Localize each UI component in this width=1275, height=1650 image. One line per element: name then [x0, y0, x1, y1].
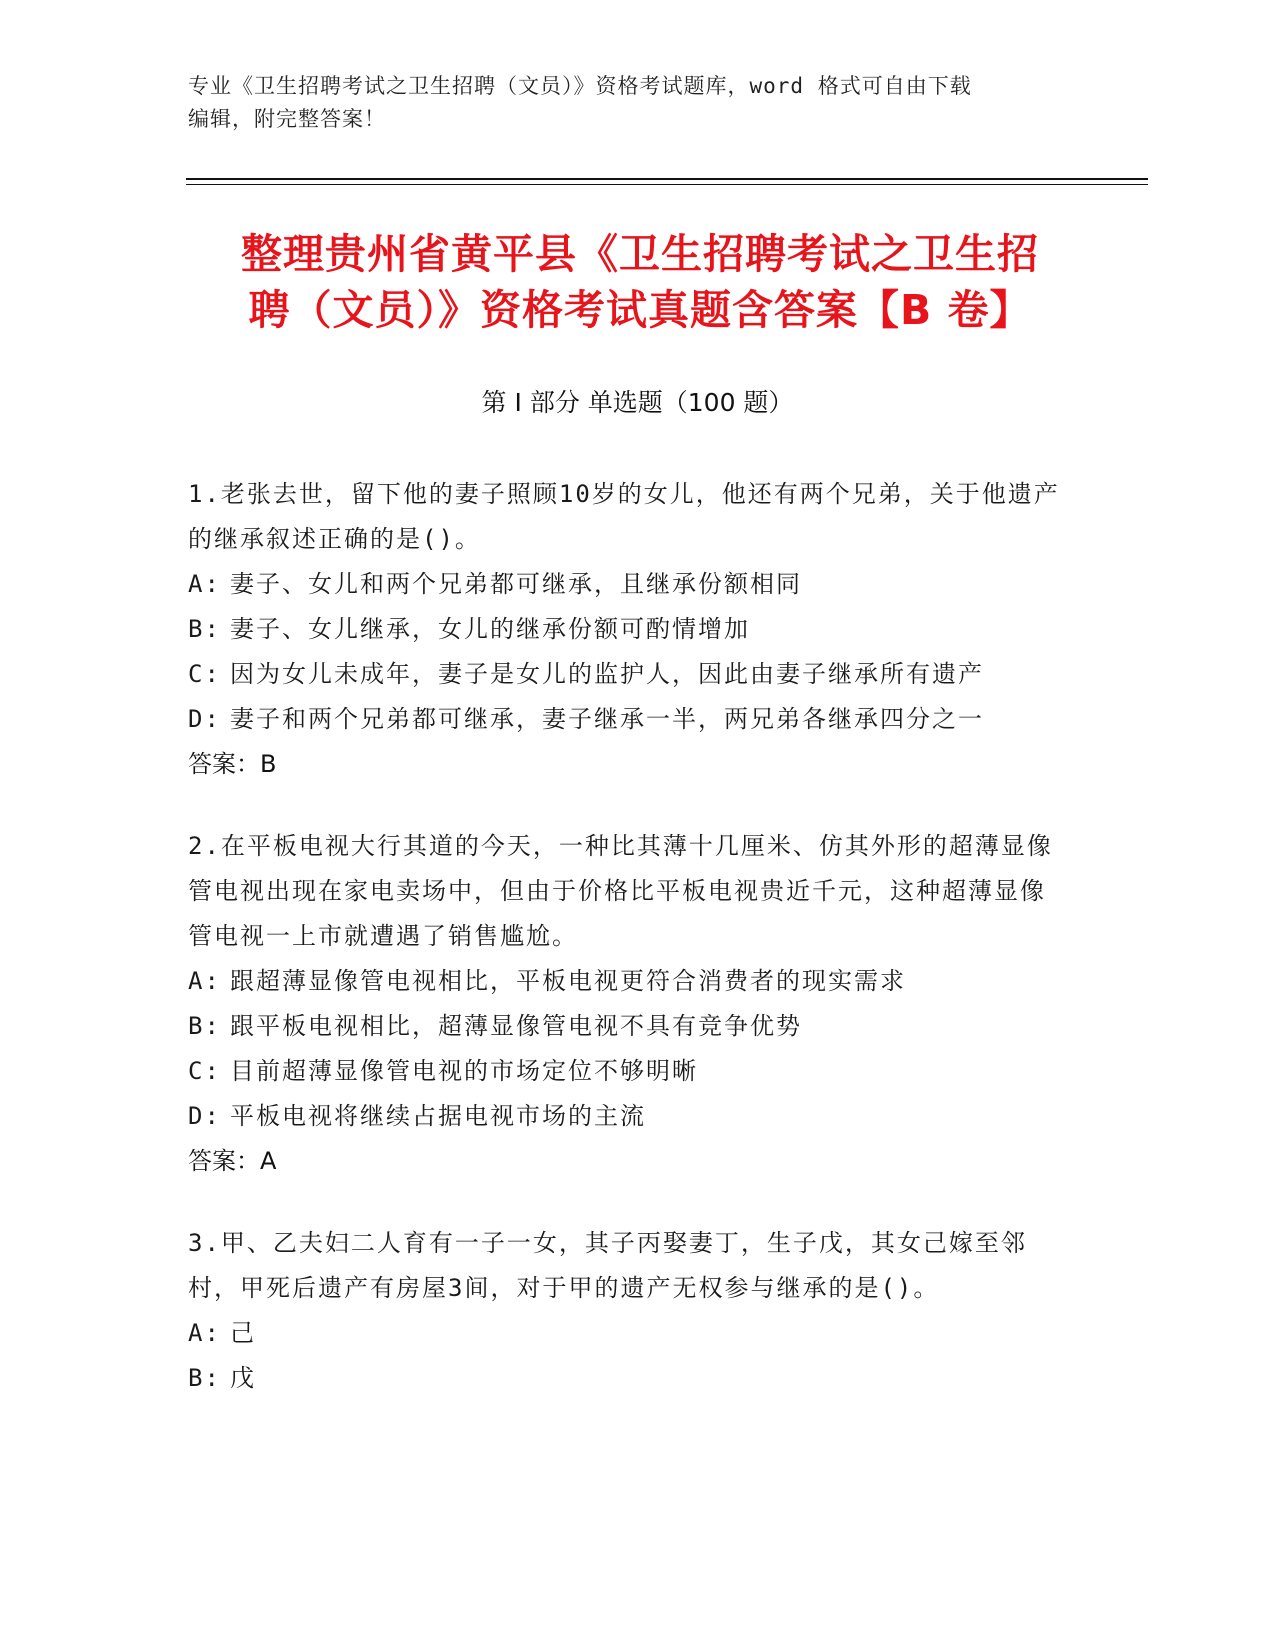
option-text: 戊: [230, 1364, 256, 1392]
header-note-line1: 专业《卫生招聘考试之卫生招聘（文员）》资格考试题库，word 格式可自由下载: [188, 74, 972, 98]
option-text: 跟超薄显像管电视相比，平板电视更符合消费者的现实需求: [230, 967, 906, 995]
option-text: 目前超薄显像管电视的市场定位不够明晰: [230, 1057, 698, 1085]
option-letter: A:: [188, 570, 221, 598]
header-note-line2: 编辑，附完整答案！: [188, 107, 386, 131]
option-b: [188, 1004, 1068, 1049]
question-list: [188, 472, 1068, 1438]
option-letter: B:: [188, 1012, 221, 1040]
option-letter: D:: [188, 1102, 221, 1130]
question-3: [188, 1221, 1068, 1401]
option-letter: B:: [188, 1364, 221, 1392]
question-stem: 3.甲、乙夫妇二人育有一子一女，其子丙娶妻丁，生子戊，其女己嫁至邻村，甲死后遗产有房屋3间，对于甲的遗产无权参与继承的是()。: [188, 1229, 1027, 1302]
option-a: [188, 959, 1068, 1004]
option-c: [188, 652, 1068, 697]
option-text: 妻子、女儿和两个兄弟都可继承，且继承份额相同: [230, 570, 802, 598]
document-title-line1: 整理贵州省黄平县《卫生招聘考试之卫生招: [241, 230, 1039, 278]
option-letter: D:: [188, 705, 221, 733]
option-text: 因为女儿未成年，妻子是女儿的监护人，因此由妻子继承所有遗产: [230, 660, 984, 688]
question-stem: 2.在平板电视大行其道的今天，一种比其薄十几厘米、仿其外形的超薄显像管电视出现在家电卖场中，但由于价格比平板电视贵近千元，这种超薄显像管电视一上市就遭遇了销售尴尬。: [188, 832, 1053, 950]
option-d: [188, 1094, 1068, 1139]
question-1: [188, 472, 1068, 787]
option-letter: C:: [188, 660, 221, 688]
option-text: 己: [230, 1319, 256, 1347]
option-text: 跟平板电视相比，超薄显像管电视不具有竞争优势: [230, 1012, 802, 1040]
option-d: [188, 697, 1068, 742]
header-divider-thin: [186, 184, 1148, 185]
option-a: [188, 562, 1068, 607]
document-title: [190, 226, 1090, 338]
option-letter: B:: [188, 615, 221, 643]
option-letter: C:: [188, 1057, 221, 1085]
option-letter: A:: [188, 967, 221, 995]
option-b: [188, 607, 1068, 652]
answer-label: 答案：B: [188, 750, 277, 778]
option-letter: A:: [188, 1319, 221, 1347]
section-heading: 第 I 部分 单选题（100 题）: [481, 388, 794, 417]
option-b: [188, 1356, 1068, 1401]
header-divider-thick: [186, 178, 1148, 180]
document-title-line2: 聘（文员）》资格考试真题含答案【B 卷】: [248, 286, 1032, 334]
option-a: [188, 1311, 1068, 1356]
answer-label: 答案：A: [188, 1147, 277, 1175]
question-2: [188, 824, 1068, 1184]
option-text: 妻子和两个兄弟都可继承，妻子继承一半，两兄弟各继承四分之一: [230, 705, 984, 733]
header-note: [188, 70, 1068, 136]
option-c: [188, 1049, 1068, 1094]
question-stem: 1.老张去世，留下他的妻子照顾10岁的女儿，他还有两个兄弟，关于他遗产的继承叙述正确的是()。: [188, 480, 1060, 553]
option-text: 妻子、女儿继承，女儿的继承份额可酌情增加: [230, 615, 750, 643]
option-text: 平板电视将继续占据电视市场的主流: [230, 1102, 646, 1130]
